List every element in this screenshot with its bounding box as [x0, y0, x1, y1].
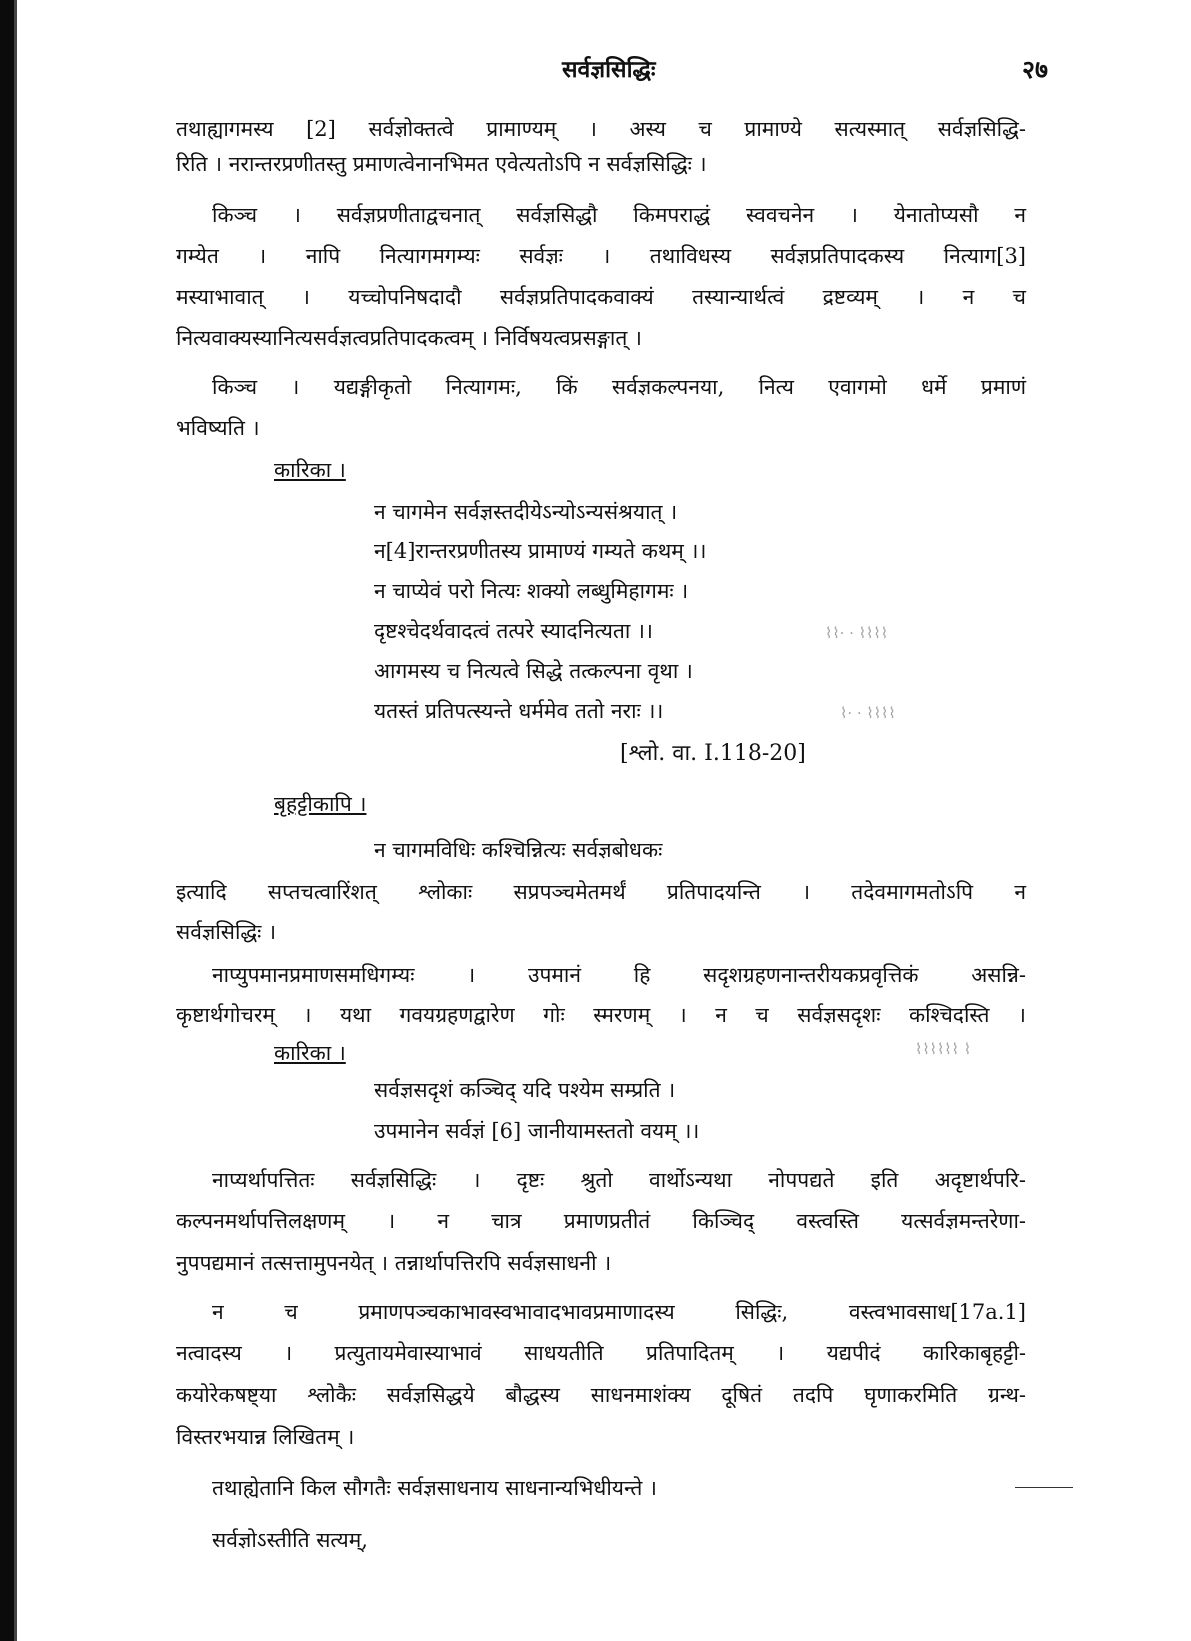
page-header [0, 52, 1191, 92]
text-line: इत्यादि सप्तचत्वारिंशत् श्लोकाः सप्रपञ्चमेतमर्थं प्रतिपादयन्ति । तदेवमागमतोऽपि न [176, 880, 1026, 904]
text-line: गम्येत । नापि नित्यागमगम्यः सर्वज्ञः । तथाविधस्य सर्वज्ञप्रतिपादकस्य नित्याग[3] [176, 244, 1026, 268]
margin-rule [1015, 1487, 1073, 1488]
verse-line: यतस्तं प्रतिपत्स्यन्ते धर्ममेव ततो नराः ।। [374, 699, 664, 723]
section-label: कारिका । [274, 1041, 346, 1065]
verse-line: न चाप्येवं परो नित्यः शक्यो लब्धुमिहागमः । [374, 579, 689, 603]
verse-line: दृष्टश्चेदर्थवादत्वं तत्परे स्यादनित्यता ।। [374, 619, 653, 643]
text-line: कयोरेकषष्ट्या श्लोकैः सर्वज्ञसिद्धये बौद्धस्य साधनमाशंक्य दूषितं तदपि घृणाकरमिति ग्रन्थ- [176, 1383, 1026, 1407]
text-line: किञ्च । यद्यङ्गीकृतो नित्यागमः, किं सर्वज्ञकल्पनया, नित्य एवागमो धर्मे प्रमाणं [212, 375, 1026, 399]
text-line: कल्पनमर्थापत्तिलक्षणम् । न चात्र प्रमाणप्रतीतं किञ्चिद् वस्त्वस्ति यत्सर्वज्ञमन्तरेणा- [176, 1209, 1026, 1233]
verse-line: न[4]रान्तरप्रणीतस्य प्रामाण्यं गम्यते कथम् ।। [374, 539, 707, 563]
text-line: सर्वज्ञसिद्धिः । [176, 920, 277, 944]
handwritten-margin-note: ⌇⌇· · ⌇⌇⌇⌇ [825, 624, 889, 642]
text-line: नाप्यर्थापत्तितः सर्वज्ञसिद्धिः । दृष्टः श्रुतो वार्थोऽन्यथा नोपपद्यते इति अदृष्टार्थपरि- [212, 1168, 1026, 1192]
text-line: तथाह्यागमस्य [2] सर्वज्ञोक्तत्वे प्रामाण्यम् । अस्य च प्रामाण्ये सत्यस्मात् सर्वज्ञसिद्धि- [176, 117, 1026, 141]
handwritten-margin-note: ⌇· · ⌇⌇⌇⌇ [840, 704, 896, 722]
verse-line: उपमानेन सर्वज्ञं [6] जानीयामस्ततो वयम् ।। [374, 1119, 700, 1143]
verse-line: न चागमेन सर्वज्ञस्तदीयेऽन्योऽन्यसंश्रयात् । [374, 500, 678, 524]
text-line: भविष्यति । [176, 416, 260, 440]
text-line: नुपपद्यमानं तत्सत्तामुपनयेत् । तन्नार्थापत्तिरपि सर्वज्ञसाधनी । [176, 1251, 612, 1275]
text-line: नित्यवाक्यस्यानित्यसर्वज्ञत्वप्रतिपादकत्वम् । निर्विषयत्वप्रसङ्गात् । [176, 326, 642, 350]
page-number: २७ [1022, 55, 1049, 84]
text-line: सर्वज्ञोऽस्तीति सत्यम्, [212, 1528, 368, 1552]
handwritten-margin-note: ⌇⌇⌇⌇⌇⌇ ⌇ [915, 1040, 972, 1058]
text-line: रिति । नरान्तरप्रणीतस्तु प्रमाणत्वेनानभिमत एवेत्यतोऽपि न सर्वज्ञसिद्धिः । [176, 152, 707, 176]
verse-line: सर्वज्ञसदृशं कञ्चिद् यदि पश्येम सम्प्रति । [374, 1078, 676, 1102]
text-line: न च प्रमाणपञ्चकाभावस्वभावादभावप्रमाणादस्य सिद्धिः, वस्त्वभावसाध[17a.1] [212, 1300, 1026, 1324]
text-line: नाप्युपमानप्रमाणसमधिगम्यः । उपमानं हि सदृशग्रहणनान्तरीयकप्रवृत्तिकं असन्नि- [212, 963, 1026, 987]
section-label: बृहट्टीकापि । [274, 792, 367, 816]
verse-line: आगमस्य च नित्यत्वे सिद्धे तत्कल्पना वृथा । [374, 659, 693, 683]
section-label: कारिका । [274, 458, 346, 482]
text-line: मस्याभावात् । यच्चोपनिषदादौ सर्वज्ञप्रतिपादकवाक्यं तस्यान्यार्थत्वं द्रष्टव्यम् । न च [176, 285, 1026, 309]
verse-reference: [श्लो. वा. I.118-20] [620, 741, 806, 766]
text-line: किञ्च । सर्वज्ञप्रणीताद्वचनात् सर्वज्ञसिद्धौ किमपराद्धं स्ववचनेन । येनातोप्यसौ न [212, 203, 1026, 227]
running-title: सर्वज्ञसिद्धिः [562, 56, 656, 83]
text-line: तथाह्येतानि किल सौगतैः सर्वज्ञसाधनाय साधनान्यभिधीयन्ते । [212, 1476, 658, 1500]
scan-border-shadow [14, 0, 17, 1641]
text-line: नत्वादस्य । प्रत्युतायमेवास्याभावं साधयतीति प्रतिपादितम् । यद्यपीदं कारिकाबृहट्टी- [176, 1341, 1026, 1365]
text-line: विस्तरभयान्न लिखितम् । [176, 1425, 355, 1449]
verse-line: न चागमविधिः कश्चिन्नित्यः सर्वज्ञबोधकः [374, 838, 663, 862]
scan-border [0, 0, 14, 1641]
text-line: कृष्टार्थगोचरम् । यथा गवयग्रहणद्वारेण गोः स्मरणम् । न च सर्वज्ञसदृशः कश्चिदस्ति । [176, 1003, 1026, 1027]
